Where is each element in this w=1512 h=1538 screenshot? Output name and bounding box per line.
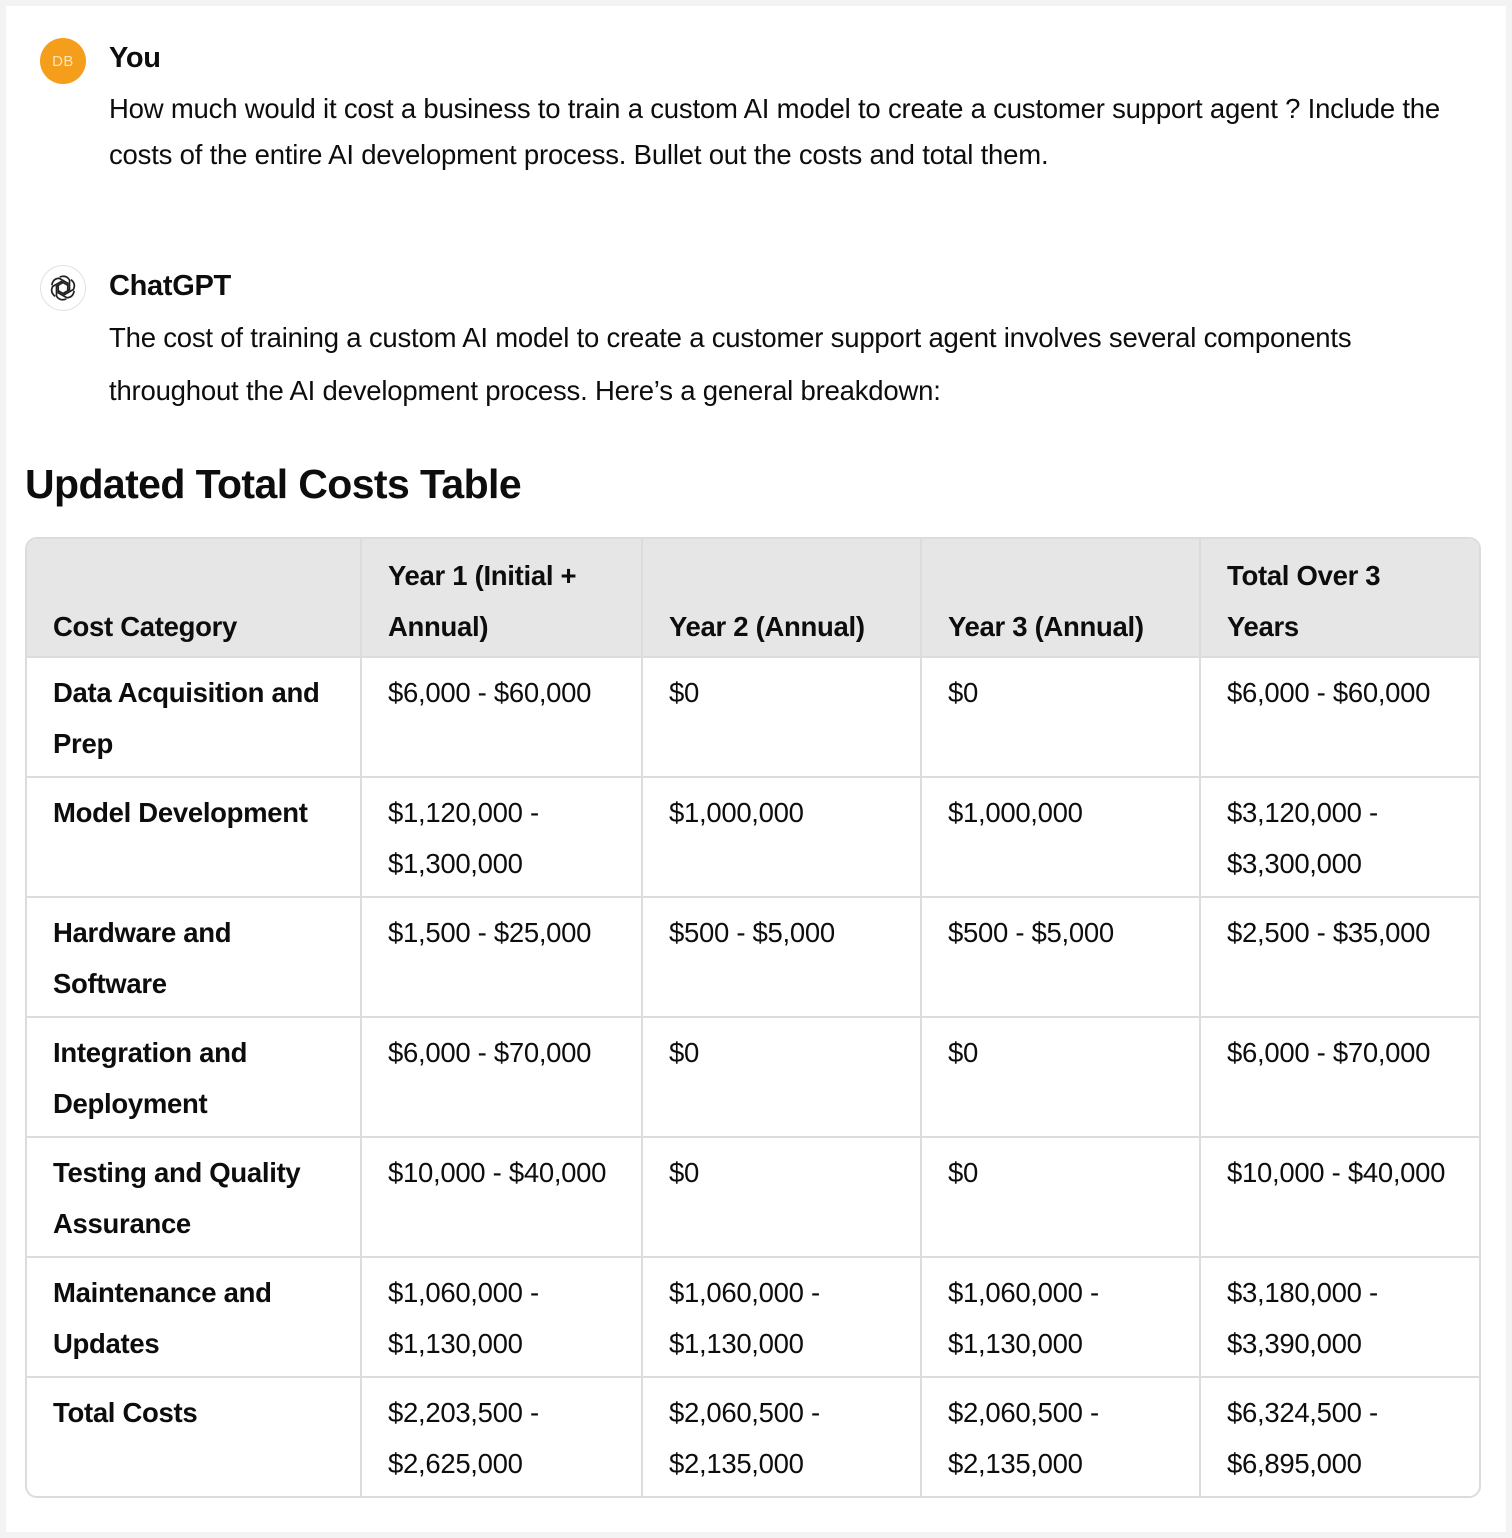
table-row: [27, 1257, 1479, 1377]
table-cell: $2,500 - $35,000: [1200, 897, 1479, 1017]
table-cell: $2,060,500 - $2,135,000: [642, 1377, 921, 1497]
column-header: Cost Category: [27, 539, 361, 657]
column-header: Year 2 (Annual): [642, 539, 921, 657]
table-row: [27, 897, 1479, 1017]
table-cell-category: Maintenance and Updates: [27, 1257, 361, 1377]
table-cell: $2,203,500 - $2,625,000: [361, 1377, 642, 1497]
table-cell-category: Testing and Quality Assurance: [27, 1137, 361, 1257]
table-heading: Updated Total Costs Table: [25, 461, 522, 507]
column-header: Year 3 (Annual): [921, 539, 1200, 657]
table-cell: $0: [642, 1017, 921, 1137]
column-header: Year 1 (Initial + Annual): [361, 539, 642, 657]
openai-logo-icon: [48, 273, 78, 303]
table-cell-category: Integration and Deployment: [27, 1017, 361, 1137]
table-cell: $6,000 - $70,000: [361, 1017, 642, 1137]
chatgpt-message-text: The cost of training a custom AI model to create a customer support agent involves several components throughout the AI development process. Here’s a general breakdown:: [109, 322, 1352, 406]
user-avatar: DB: [40, 38, 86, 84]
table-cell-category: Total Costs: [27, 1377, 361, 1497]
user-message-text: How much would it cost a business to train a custom AI model to create a customer support agent ? Include the costs of the entire AI development process. Bullet out the costs and total them.: [109, 93, 1440, 170]
table-cell: $0: [921, 1017, 1200, 1137]
table-cell-category: Model Development: [27, 777, 361, 897]
table-cell: $1,060,000 - $1,130,000: [642, 1257, 921, 1377]
table-cell: $500 - $5,000: [642, 897, 921, 1017]
chatgpt-author-name: ChatGPT: [109, 270, 231, 302]
table-cell: $10,000 - $40,000: [1200, 1137, 1479, 1257]
table-cell: $0: [642, 657, 921, 777]
table-cell: $6,324,500 - $6,895,000: [1227, 1397, 1378, 1479]
table-cell: $6,000 - $60,000: [361, 657, 642, 777]
table-cell-category: Data Acquisition and Prep: [27, 657, 361, 777]
table-cell-category: Hardware and Software: [27, 897, 361, 1017]
table-cell: $0: [642, 1137, 921, 1257]
table-row-total: [27, 1377, 1479, 1497]
table-cell: $0: [921, 657, 1200, 777]
table-row: [27, 1017, 1479, 1137]
table-row: [27, 777, 1479, 897]
table-cell: $1,500 - $25,000: [361, 897, 642, 1017]
table-cell: $3,120,000 - $3,300,000: [1200, 777, 1479, 897]
table-row: [27, 657, 1479, 777]
user-author-name: You: [109, 42, 161, 74]
chatgpt-avatar: [40, 265, 86, 311]
column-header: Total Over 3 Years: [1200, 539, 1479, 657]
table-cell: $1,000,000: [642, 777, 921, 897]
table-cell: $1,060,000 - $1,130,000: [361, 1257, 642, 1377]
table-cell: $10,000 - $40,000: [361, 1137, 642, 1257]
table-header-row: [27, 539, 1479, 657]
table-row: [27, 1137, 1479, 1257]
table-cell: $1,120,000 - $1,300,000: [361, 777, 642, 897]
costs-table: [25, 537, 1481, 1498]
table-cell: $1,060,000 - $1,130,000: [921, 1257, 1200, 1377]
table-cell: $6,000 - $70,000: [1200, 1017, 1479, 1137]
table-cell: $2,060,500 - $2,135,000: [921, 1377, 1200, 1497]
table-cell: $500 - $5,000: [921, 897, 1200, 1017]
table-cell: $1,000,000: [921, 777, 1200, 897]
table-cell: $0: [921, 1137, 1200, 1257]
conversation-panel: [6, 6, 1506, 1532]
table-cell: $6,000 - $60,000: [1200, 657, 1479, 777]
table-cell: $3,180,000 - $3,390,000: [1200, 1257, 1479, 1377]
